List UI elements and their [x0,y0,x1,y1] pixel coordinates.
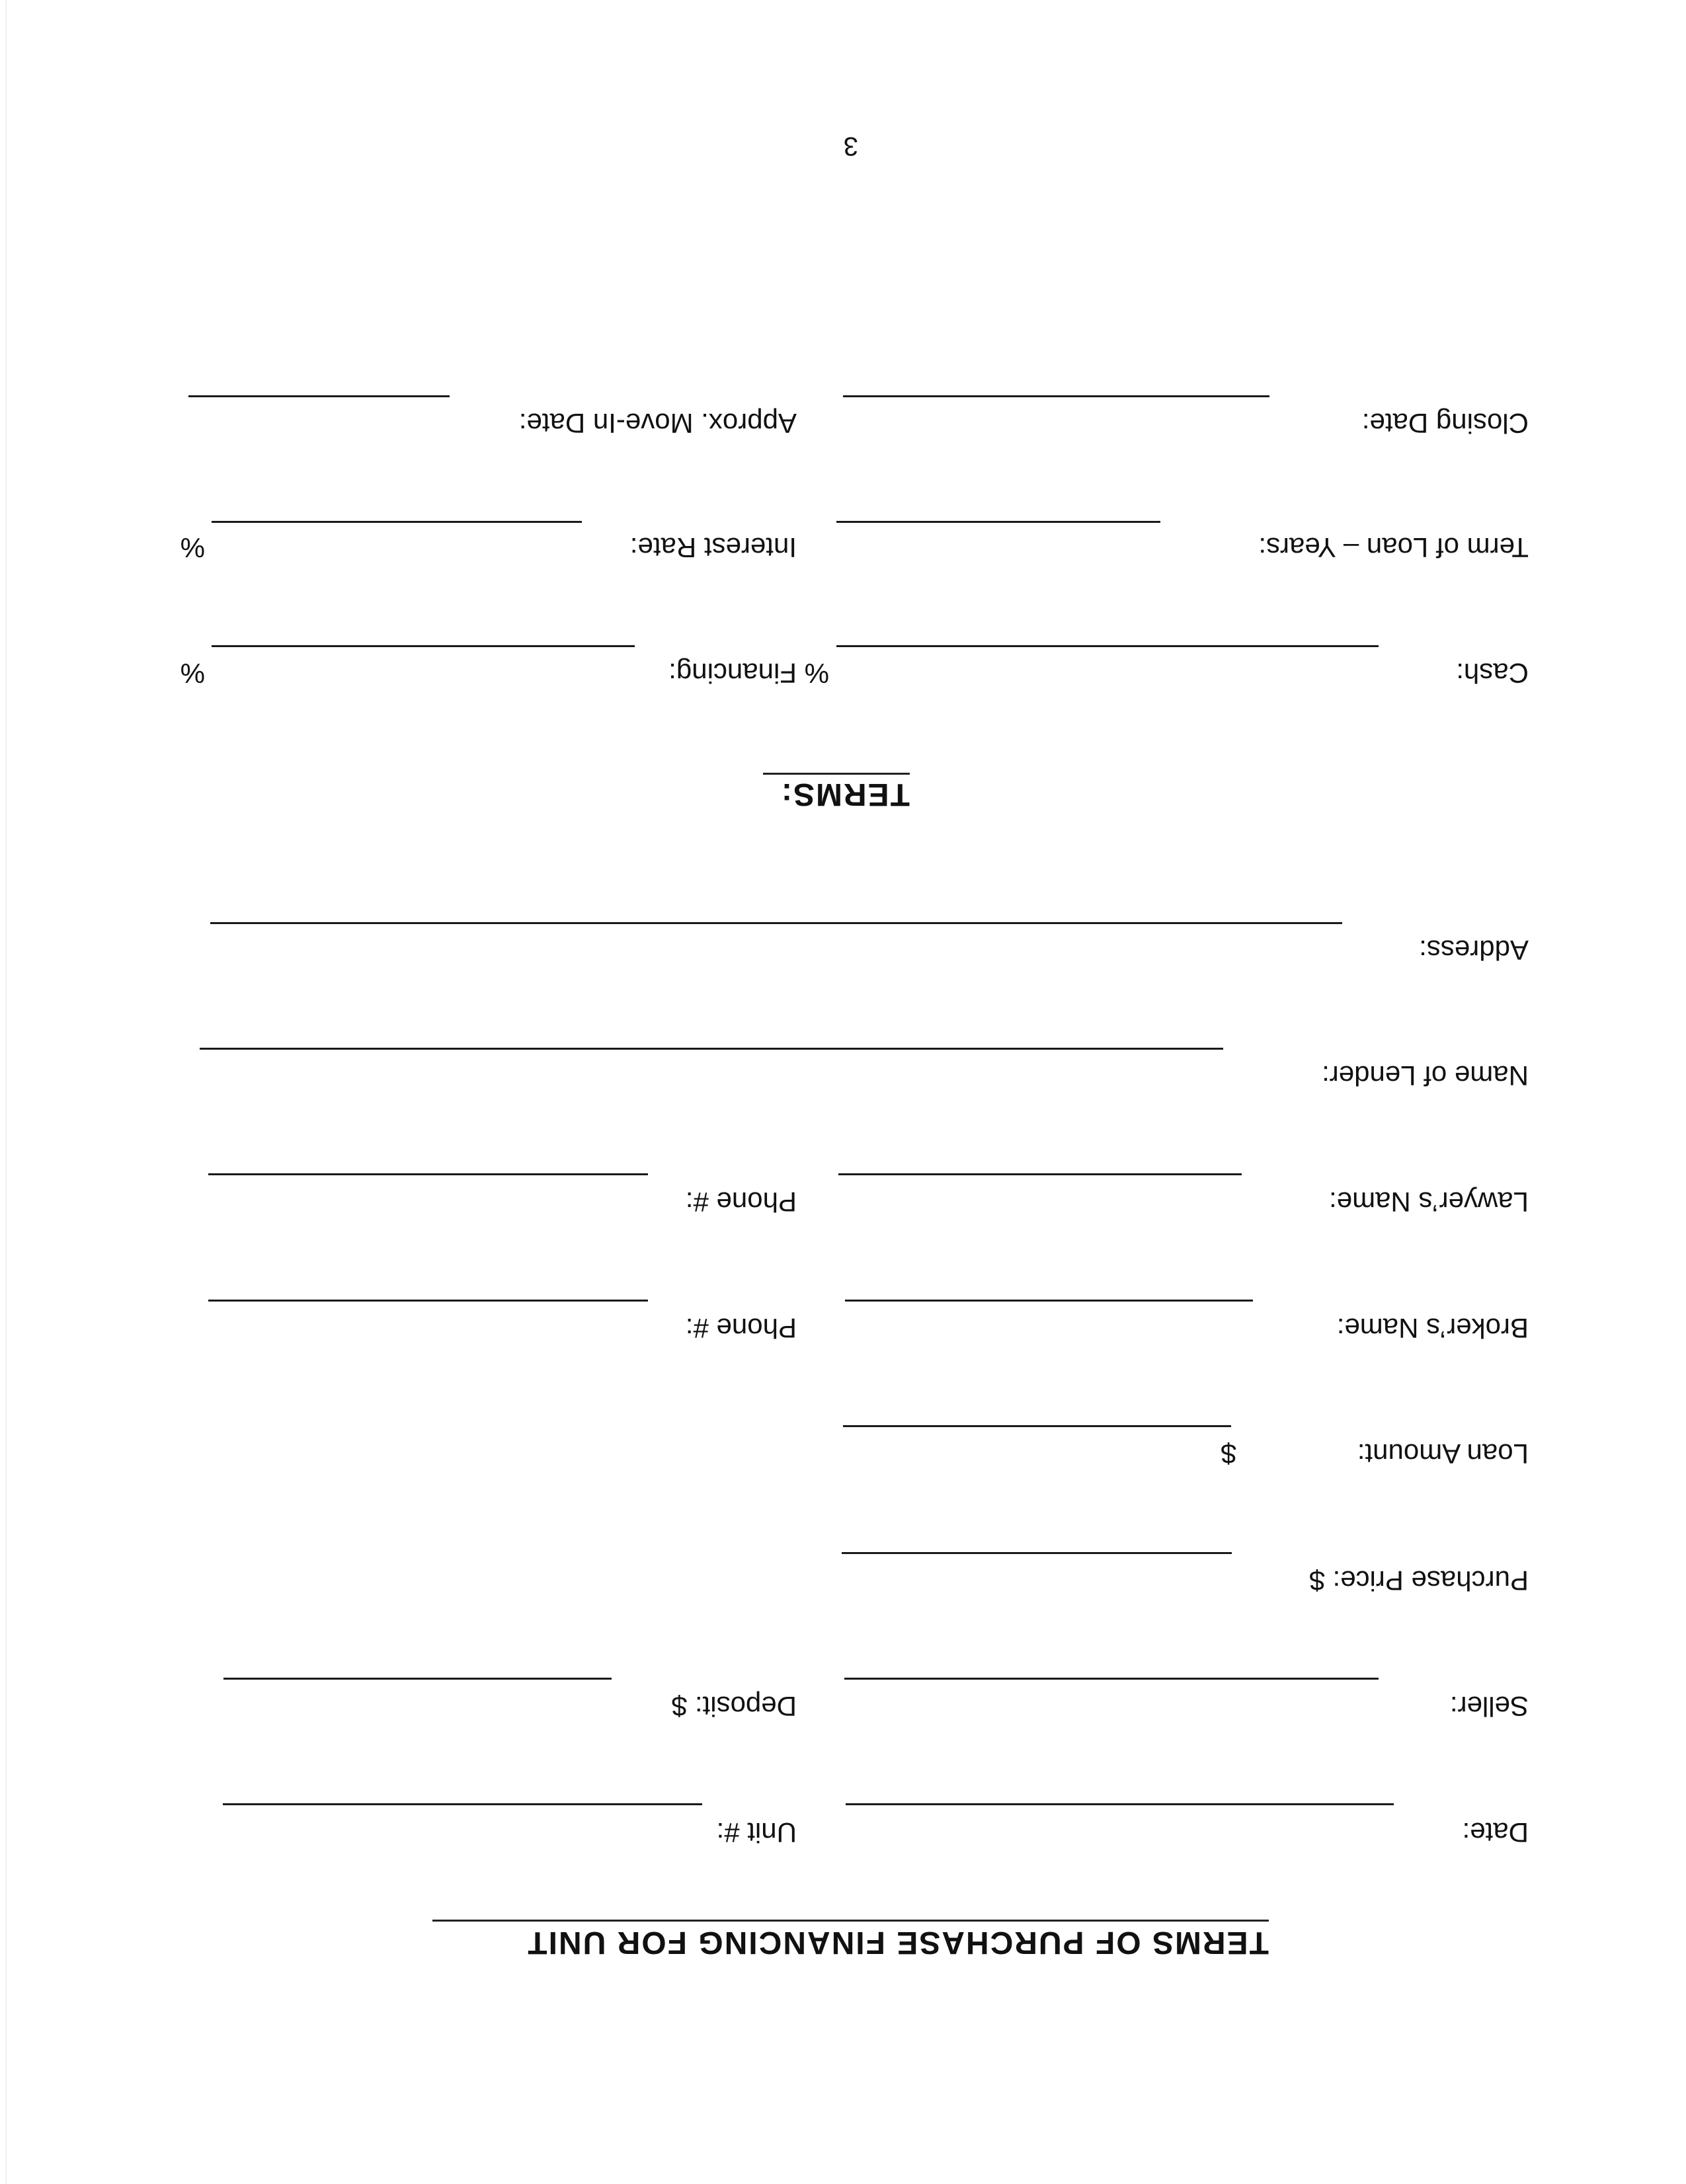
cash-percent-sign: % [804,658,829,689]
date-label: Date: [1462,1817,1529,1848]
unit-number-field[interactable] [223,1803,702,1805]
lawyer-phone-field[interactable] [208,1173,648,1175]
cash-label: Cash: [1456,658,1529,689]
unit-number-label: Unit #: [716,1817,797,1848]
loan-amount-currency: $ [1221,1438,1236,1469]
closing-date-field[interactable] [843,395,1269,397]
lawyer-phone-label: Phone #: [685,1187,797,1218]
deposit-label: Deposit: $ [671,1691,797,1722]
brokers-name-field[interactable] [845,1300,1253,1302]
purchase-price-label: Purchase Price: $ [1309,1565,1529,1596]
form-title: TERMS OF PURCHASE FINANCING FOR UNIT [526,1925,1269,1960]
financing-percent-sign: % [180,658,205,689]
broker-phone-label: Phone #: [685,1313,797,1344]
move-in-date-label: Approx. Move-In Date: [518,408,797,439]
name-of-lender-field[interactable] [200,1048,1223,1050]
cash-field[interactable] [836,645,1379,647]
date-field[interactable] [846,1803,1394,1805]
title-underline [432,1920,1269,1922]
financing-label: Financing: [668,658,797,689]
purchase-price-field[interactable] [842,1552,1232,1554]
lawyers-name-field[interactable] [838,1173,1242,1175]
interest-rate-field[interactable] [212,521,582,523]
term-of-loan-label: Term of Loan – Years: [1258,532,1529,563]
deposit-field[interactable] [223,1678,612,1680]
name-of-lender-label: Name of Lender: [1322,1060,1529,1091]
seller-field[interactable] [844,1678,1379,1680]
page-number: 3 [843,132,858,161]
loan-amount-field[interactable] [843,1425,1231,1427]
terms-heading: TERMS: [780,777,910,812]
term-of-loan-field[interactable] [836,521,1160,523]
scan-edge [5,0,7,2184]
brokers-name-label: Broker’s Name: [1336,1313,1529,1344]
lawyers-name-label: Lawyer’s Name: [1329,1187,1529,1218]
address-field[interactable] [210,922,1342,924]
interest-rate-label: Interest Rate: [629,532,797,563]
terms-underline [763,773,910,775]
interest-percent-sign: % [180,532,205,563]
move-in-date-field[interactable] [188,395,450,397]
financing-field[interactable] [212,645,635,647]
closing-date-label: Closing Date: [1361,408,1529,439]
broker-phone-field[interactable] [208,1300,648,1302]
address-label: Address: [1419,935,1529,966]
seller-label: Seller: [1449,1691,1529,1722]
loan-amount-label: Loan Amount: [1357,1438,1529,1469]
